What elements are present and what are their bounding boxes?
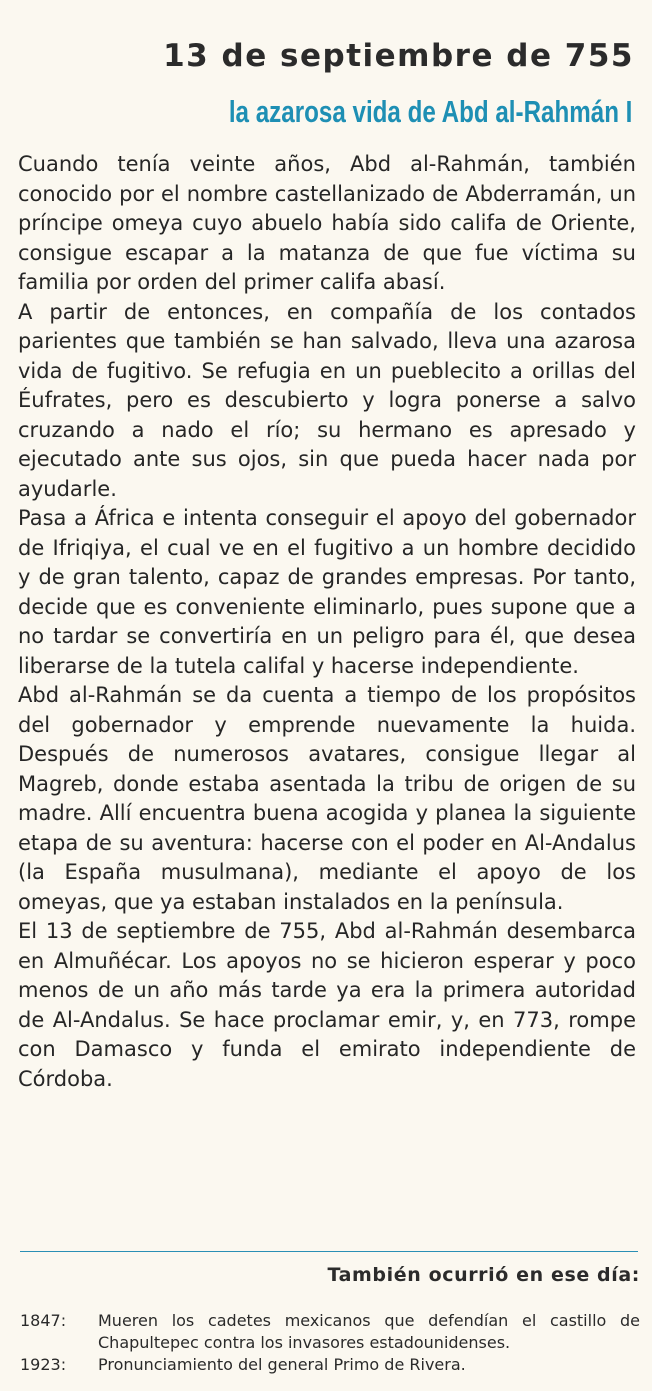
page-title: 13 de septiembre de 755 [163, 38, 634, 74]
paragraph: Cuando tenía veinte años, Abd al-Rahmán, también conocido por el nombre castellanizado de Abderramán, un príncipe omeya cuyo abuelo había sido califa de Oriente, consigue escapar a la matanza de que fue víctima su familia por orden del primer califa abasí. [18, 152, 636, 294]
event-year: 1923: [20, 1355, 67, 1374]
paragraph: A partir de entonces, en compañía de los contados parientes que también se han salvado, lleva una azarosa vida de fugitivo. Se refugia en un pueblecito a orillas del Éufrates, pero es descubierto y logra ponerse a salvo cruzando a nado el río; su hermano es apresado y ejecutado ante sus ojos, sin que pueda hacer nada por ayudarle. [18, 299, 636, 501]
paragraph: Pasa a África e intenta conseguir el apoyo del gobernador de Ifriqiya, el cual ve en el fugitivo a un hombre decidido y de gran talento, capaz de grandes empresas. Por tanto, decide que es conveniente eliminarlo, pues supone que a no tardar se convertiría en un peligro para él, que desea liberarse de la tutela califal y hacerse independiente. [18, 506, 636, 678]
paragraph: Abd al-Rahmán se da cuenta a tiempo de los propósitos del gobernador y emprende nuevamente la huida. Después de numerosos avatares, consigue llegar al Magreb, donde estaba asentada la tribu de origen de su madre. Allí encuentra buena acogida y planea la siguiente etapa de su aventura: hacerse con el poder en Al-Andalus (la España musulmana), mediante el apoyo de los omeyas, que ya estaban instalados en la península. [18, 683, 636, 914]
event-text: Pronunciamiento del general Primo de Rivera. [98, 1355, 466, 1374]
paragraph: El 13 de septiembre de 755, Abd al-Rahmán desembarca en Almuñécar. Los apoyos no se hicieron esperar y poco menos de un año más tarde ya era la primera autoridad de Al-Andalus. Se hace proclamar emir, y, en 773, rompe con Damasco y funda el emirato independiente de Córdoba. [18, 919, 636, 1091]
events-list [20, 1310, 640, 1376]
events-heading: También ocurrió en ese día: [327, 1264, 640, 1286]
event-year: 1847: [20, 1311, 67, 1330]
event-item [20, 1310, 640, 1354]
article-body [18, 150, 636, 1094]
event-item [20, 1354, 640, 1376]
section-divider [20, 1251, 638, 1252]
event-text: Mueren los cadetes mexicanos que defendían el castillo de Chapultepec contra los invasores estadounidenses. [98, 1311, 640, 1352]
page-subtitle: la azarosa vida de Abd al-Rahmán I [228, 94, 632, 129]
